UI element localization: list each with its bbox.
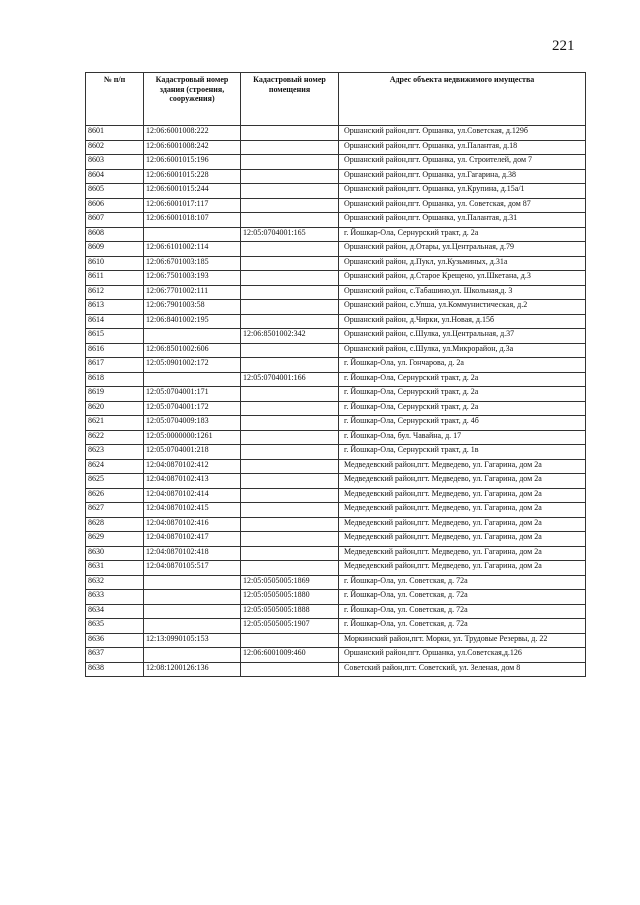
cell-row-number: 8602	[86, 140, 144, 155]
cell-premises-cadastral-number: 12:05:0704001:165	[241, 227, 339, 242]
cell-building-cadastral-number: 12:06:6001008:222	[144, 126, 241, 141]
cell-address: Оршанский район,пгт. Оршанка, ул.Палантая, д.18	[339, 140, 586, 155]
cell-premises-cadastral-number: 12:05:0704001:166	[241, 372, 339, 387]
cell-premises-cadastral-number	[241, 242, 339, 257]
table-row	[86, 575, 586, 590]
cell-row-number: 8623	[86, 445, 144, 460]
cell-premises-cadastral-number	[241, 459, 339, 474]
cell-address: Медведевский район,пгт. Медведево, ул. Гагарина, дом 2а	[339, 503, 586, 518]
table-row	[86, 619, 586, 634]
cell-row-number: 8635	[86, 619, 144, 634]
cell-premises-cadastral-number	[241, 155, 339, 170]
cell-premises-cadastral-number	[241, 314, 339, 329]
cell-address: Медведевский район,пгт. Медведево, ул. Гагарина, дом 2а	[339, 459, 586, 474]
cell-building-cadastral-number: 12:06:6001015:228	[144, 169, 241, 184]
cell-premises-cadastral-number: 12:05:0505005:1888	[241, 604, 339, 619]
cell-row-number: 8625	[86, 474, 144, 489]
cell-premises-cadastral-number	[241, 561, 339, 576]
cell-premises-cadastral-number	[241, 401, 339, 416]
table-row	[86, 198, 586, 213]
cell-address: Оршанский район,пгт. Оршанка, ул.Советская,д.126	[339, 648, 586, 663]
cell-premises-cadastral-number	[241, 445, 339, 460]
cell-row-number: 8614	[86, 314, 144, 329]
table-row	[86, 387, 586, 402]
cell-row-number: 8631	[86, 561, 144, 576]
table-row	[86, 459, 586, 474]
cell-row-number: 8622	[86, 430, 144, 445]
cell-row-number: 8621	[86, 416, 144, 431]
table-row	[86, 474, 586, 489]
cell-building-cadastral-number: 12:05:0704001:172	[144, 401, 241, 416]
cell-address: г. Йошкар-Ола, ул. Советская, д. 72а	[339, 604, 586, 619]
cell-building-cadastral-number: 12:06:8401002:195	[144, 314, 241, 329]
cell-building-cadastral-number: 12:06:6001018:107	[144, 213, 241, 228]
table-row	[86, 561, 586, 576]
header-row-number: № п/п	[86, 73, 144, 126]
cell-address: Медведевский район,пгт. Медведево, ул. Гагарина, дом 2а	[339, 517, 586, 532]
cell-premises-cadastral-number: 12:05:0505005:1880	[241, 590, 339, 605]
table-row	[86, 445, 586, 460]
table-row	[86, 155, 586, 170]
cell-row-number: 8636	[86, 633, 144, 648]
cell-row-number: 8611	[86, 271, 144, 286]
cell-address: г. Йошкар-Ола, ул. Советская, д. 72а	[339, 575, 586, 590]
cell-premises-cadastral-number: 12:06:8501002:342	[241, 329, 339, 344]
table-row	[86, 416, 586, 431]
cell-row-number: 8617	[86, 358, 144, 373]
cell-address: Оршанский район, с.Шулка, ул.Центральная, д.37	[339, 329, 586, 344]
header-address: Адрес объекта недвижимого имущества	[339, 73, 586, 126]
cell-building-cadastral-number: 12:06:6001015:196	[144, 155, 241, 170]
cell-address: г. Йошкар-Ола, ул. Гончарова, д. 2а	[339, 358, 586, 373]
table-header-row	[86, 73, 586, 126]
cell-building-cadastral-number: 12:04:0870105:517	[144, 561, 241, 576]
cell-building-cadastral-number: 12:06:7901003:58	[144, 300, 241, 315]
cell-address: Оршанский район,пгт. Оршанка, ул. Советская, дом 87	[339, 198, 586, 213]
table-row	[86, 140, 586, 155]
table-row	[86, 343, 586, 358]
cell-address: Моркинский район,пгт. Морки, ул. Трудовые Резервы, д. 22	[339, 633, 586, 648]
table-row	[86, 546, 586, 561]
table-row	[86, 488, 586, 503]
cell-row-number: 8619	[86, 387, 144, 402]
cell-row-number: 8604	[86, 169, 144, 184]
cell-building-cadastral-number: 12:04:0870102:417	[144, 532, 241, 547]
cell-address: Медведевский район,пгт. Медведево, ул. Гагарина, дом 2а	[339, 561, 586, 576]
cell-building-cadastral-number	[144, 604, 241, 619]
table-row	[86, 532, 586, 547]
cell-address: Оршанский район, с.Шулка, ул.Микрорайон, д.3а	[339, 343, 586, 358]
cell-building-cadastral-number: 12:05:0704001:171	[144, 387, 241, 402]
cell-building-cadastral-number	[144, 590, 241, 605]
cell-building-cadastral-number: 12:06:7501003:193	[144, 271, 241, 286]
cell-building-cadastral-number: 12:04:0870102:415	[144, 503, 241, 518]
cell-premises-cadastral-number	[241, 198, 339, 213]
cell-building-cadastral-number	[144, 227, 241, 242]
cell-premises-cadastral-number	[241, 213, 339, 228]
cell-premises-cadastral-number: 12:05:0505005:1869	[241, 575, 339, 590]
cell-premises-cadastral-number	[241, 662, 339, 677]
table-row	[86, 227, 586, 242]
cell-building-cadastral-number: 12:05:0704009:183	[144, 416, 241, 431]
cell-building-cadastral-number	[144, 575, 241, 590]
cell-premises-cadastral-number	[241, 633, 339, 648]
table-row	[86, 329, 586, 344]
cell-address: Медведевский район,пгт. Медведево, ул. Гагарина, дом 2а	[339, 532, 586, 547]
table-row	[86, 256, 586, 271]
cell-building-cadastral-number: 12:06:8501002:606	[144, 343, 241, 358]
cell-premises-cadastral-number	[241, 517, 339, 532]
cell-premises-cadastral-number	[241, 387, 339, 402]
cell-row-number: 8607	[86, 213, 144, 228]
table-row	[86, 633, 586, 648]
cell-row-number: 8605	[86, 184, 144, 199]
table-row	[86, 401, 586, 416]
cell-row-number: 8616	[86, 343, 144, 358]
cell-premises-cadastral-number	[241, 488, 339, 503]
cell-address: г. Йошкар-Ола, Сернурский тракт, д. 2а	[339, 401, 586, 416]
table-row	[86, 430, 586, 445]
header-building-cadastral-number: Кадастровый номер здания (строения, сооружения)	[144, 73, 241, 126]
cell-row-number: 8618	[86, 372, 144, 387]
cell-row-number: 8603	[86, 155, 144, 170]
cell-row-number: 8629	[86, 532, 144, 547]
cell-building-cadastral-number: 12:05:0704001:218	[144, 445, 241, 460]
table-row	[86, 213, 586, 228]
cell-row-number: 8638	[86, 662, 144, 677]
cell-building-cadastral-number: 12:04:0870102:414	[144, 488, 241, 503]
cell-address: г. Йошкар-Ола, Сернурский тракт, д. 2а	[339, 372, 586, 387]
cell-row-number: 8620	[86, 401, 144, 416]
table-body	[86, 126, 586, 677]
cell-premises-cadastral-number	[241, 169, 339, 184]
table-row	[86, 169, 586, 184]
cell-premises-cadastral-number	[241, 546, 339, 561]
cell-address: Оршанский район, д.Отары, ул.Центральная, д.79	[339, 242, 586, 257]
cell-address: г. Йошкар-Ола, Сернурский тракт, д. 4б	[339, 416, 586, 431]
table-row	[86, 372, 586, 387]
table-row	[86, 242, 586, 257]
cell-address: Медведевский район,пгт. Медведево, ул. Гагарина, дом 2а	[339, 474, 586, 489]
cell-building-cadastral-number: 12:13:0990105:153	[144, 633, 241, 648]
table-row	[86, 285, 586, 300]
cell-building-cadastral-number	[144, 372, 241, 387]
table-row	[86, 517, 586, 532]
table-row	[86, 300, 586, 315]
cell-row-number: 8615	[86, 329, 144, 344]
cell-address: Оршанский район, с.Упша, ул.Коммунистическая, д.2	[339, 300, 586, 315]
cell-premises-cadastral-number	[241, 343, 339, 358]
table-row	[86, 271, 586, 286]
cell-building-cadastral-number: 12:06:6101002:114	[144, 242, 241, 257]
cell-premises-cadastral-number	[241, 184, 339, 199]
cell-address: Оршанский район, с.Табашино,ул. Школьная,д. 3	[339, 285, 586, 300]
cell-row-number: 8628	[86, 517, 144, 532]
cell-premises-cadastral-number: 12:06:6001009:460	[241, 648, 339, 663]
cell-building-cadastral-number	[144, 329, 241, 344]
table-row	[86, 358, 586, 373]
cell-building-cadastral-number: 12:04:0870102:412	[144, 459, 241, 474]
cell-row-number: 8637	[86, 648, 144, 663]
cell-premises-cadastral-number	[241, 256, 339, 271]
cell-premises-cadastral-number	[241, 271, 339, 286]
cell-address: г. Йошкар-Ола, ул. Советская, д. 72а	[339, 619, 586, 634]
cell-premises-cadastral-number	[241, 285, 339, 300]
cell-premises-cadastral-number	[241, 532, 339, 547]
cell-address: Медведевский район,пгт. Медведево, ул. Гагарина, дом 2а	[339, 488, 586, 503]
cell-building-cadastral-number: 12:06:6701003:185	[144, 256, 241, 271]
cell-address: г. Йошкар-Ола, Сернурский тракт, д. 1в	[339, 445, 586, 460]
cell-address: Оршанский район,пгт. Оршанка, ул.Крупина, д.15а/1	[339, 184, 586, 199]
cell-building-cadastral-number: 12:04:0870102:413	[144, 474, 241, 489]
cell-address: г. Йошкар-Ола, Сернурский тракт, д. 2а	[339, 227, 586, 242]
table-row	[86, 503, 586, 518]
cadastral-register-table	[85, 72, 586, 677]
cell-address: Оршанский район,пгт. Оршанка, ул. Строителей, дом 7	[339, 155, 586, 170]
table-row	[86, 648, 586, 663]
cell-address: г. Йошкар-Ола, ул. Советская, д. 72а	[339, 590, 586, 605]
cell-row-number: 8610	[86, 256, 144, 271]
cell-row-number: 8613	[86, 300, 144, 315]
table-row	[86, 590, 586, 605]
cell-row-number: 8608	[86, 227, 144, 242]
cell-address: г. Йошкар-Ола, Сернурский тракт, д. 2а	[339, 387, 586, 402]
cell-building-cadastral-number: 12:06:6001008:242	[144, 140, 241, 155]
cell-row-number: 8612	[86, 285, 144, 300]
cell-building-cadastral-number: 12:04:0870102:418	[144, 546, 241, 561]
cell-building-cadastral-number: 12:06:6001015:244	[144, 184, 241, 199]
cell-building-cadastral-number: 12:08:1200126:136	[144, 662, 241, 677]
cell-premises-cadastral-number: 12:05:0505005:1907	[241, 619, 339, 634]
cell-row-number: 8626	[86, 488, 144, 503]
table-row	[86, 604, 586, 619]
cell-address: Советский район,пгт. Советский, ул. Зеленая, дом 8	[339, 662, 586, 677]
header-premises-cadastral-number: Кадастровый номер помещения	[241, 73, 339, 126]
cell-row-number: 8606	[86, 198, 144, 213]
cell-premises-cadastral-number	[241, 358, 339, 373]
cell-building-cadastral-number	[144, 648, 241, 663]
cell-row-number: 8627	[86, 503, 144, 518]
cell-row-number: 8624	[86, 459, 144, 474]
cell-row-number: 8601	[86, 126, 144, 141]
cell-row-number: 8634	[86, 604, 144, 619]
cell-building-cadastral-number: 12:06:7701002:111	[144, 285, 241, 300]
cell-premises-cadastral-number	[241, 126, 339, 141]
cell-address: Оршанский район, д.Пукл, ул.Кузьминых, д.31а	[339, 256, 586, 271]
cell-address: Оршанский район, д.Старое Крещено, ул.Шкетана, д.3	[339, 271, 586, 286]
table-row	[86, 662, 586, 677]
cell-building-cadastral-number: 12:05:0000000:1261	[144, 430, 241, 445]
table-row	[86, 126, 586, 141]
page-number: 221	[552, 38, 575, 54]
cell-building-cadastral-number: 12:04:0870102:416	[144, 517, 241, 532]
cell-address: Оршанский район,пгт. Оршанка, ул.Палантая, д.31	[339, 213, 586, 228]
cell-row-number: 8632	[86, 575, 144, 590]
cell-building-cadastral-number	[144, 619, 241, 634]
cell-address: Оршанский район, д.Чирки, ул.Новая, д.15б	[339, 314, 586, 329]
cell-building-cadastral-number: 12:06:6001017:117	[144, 198, 241, 213]
cell-premises-cadastral-number	[241, 503, 339, 518]
table-row	[86, 184, 586, 199]
cell-address: г. Йошкар-Ола, бул. Чавайна, д. 17	[339, 430, 586, 445]
cell-premises-cadastral-number	[241, 430, 339, 445]
cell-premises-cadastral-number	[241, 474, 339, 489]
cell-premises-cadastral-number	[241, 300, 339, 315]
cell-address: Медведевский район,пгт. Медведево, ул. Гагарина, дом 2а	[339, 546, 586, 561]
table-row	[86, 314, 586, 329]
cell-building-cadastral-number: 12:05:0901002:172	[144, 358, 241, 373]
cell-row-number: 8630	[86, 546, 144, 561]
cell-address: Оршанский район,пгт. Оршанка, ул.Гагарина, д.38	[339, 169, 586, 184]
cell-row-number: 8633	[86, 590, 144, 605]
cell-row-number: 8609	[86, 242, 144, 257]
cell-address: Оршанский район,пгт. Оршанка, ул.Советская, д.129б	[339, 126, 586, 141]
cell-premises-cadastral-number	[241, 416, 339, 431]
cell-premises-cadastral-number	[241, 140, 339, 155]
